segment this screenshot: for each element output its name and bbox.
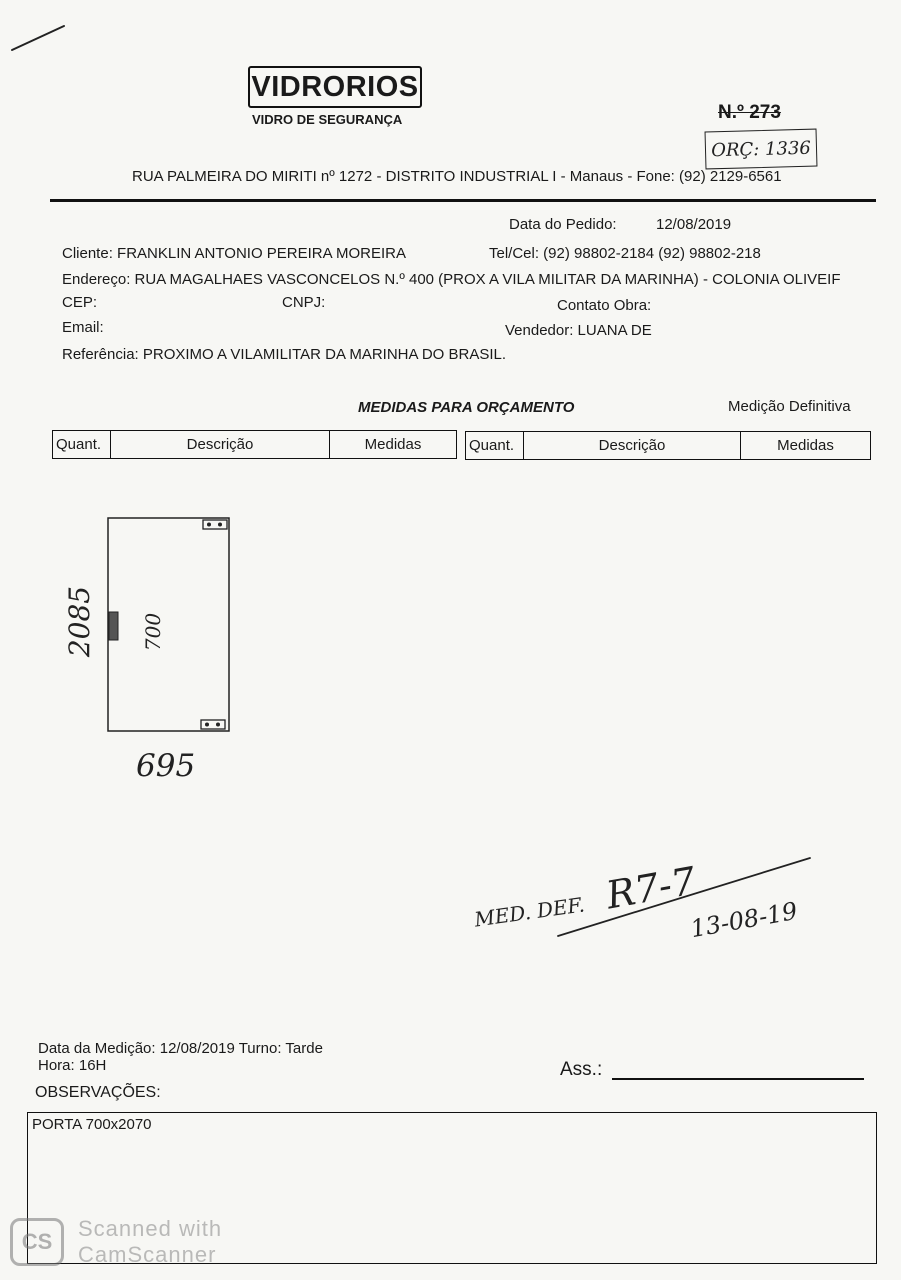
- watermark-line2: CamScanner: [78, 1242, 217, 1267]
- observations-text: PORTA 700x2070: [32, 1116, 152, 1133]
- signature-note: MED. DEF.: [472, 892, 587, 932]
- pen-stroke: [8, 20, 68, 56]
- header-divider: [50, 199, 876, 202]
- col-medidas: Medidas: [364, 436, 422, 453]
- cep-label: CEP:: [62, 294, 98, 311]
- cnpj-label: CNPJ:: [282, 294, 326, 311]
- signature-initials: R7-7: [602, 858, 699, 918]
- order-date-label: Data do Pedido:: [509, 216, 617, 233]
- email-label: Email:: [62, 319, 104, 336]
- definitive-measure-label: Medição Definitiva: [728, 398, 851, 415]
- sketch-inner-value: 700: [141, 612, 166, 652]
- logo-subtitle: VIDRO DE SEGURANÇA: [252, 112, 403, 127]
- col-descricao: Descrição: [111, 431, 330, 458]
- col-quant: Quant.: [53, 431, 111, 458]
- sketch-height-value: 2085: [63, 585, 97, 658]
- measures-table-left: [52, 430, 457, 459]
- measurement-hour: Hora: 16H: [38, 1057, 107, 1074]
- col-quant: Quant.: [466, 432, 524, 459]
- col-medidas: Medidas: [777, 437, 834, 454]
- logo-text: VIDRORIOS: [251, 70, 419, 103]
- signature-line: [612, 1078, 864, 1080]
- signature-date: 13-08-19: [688, 896, 800, 944]
- reference: Referência: PROXIMO A VILAMILITAR DA MARINHA DO BRASIL.: [62, 346, 507, 363]
- contact-label: Contato Obra:: [557, 297, 652, 314]
- camscanner-icon: CS: [10, 1218, 64, 1266]
- client-name: Cliente: FRANKLIN ANTONIO PEREIRA MOREIRA: [62, 245, 406, 262]
- document-number: N.º 273: [718, 102, 781, 123]
- sketch-width-value: 695: [136, 748, 196, 784]
- measures-table-right: [465, 431, 871, 460]
- camscanner-watermark: [10, 1216, 222, 1268]
- seller: Vendedor: LUANA DE: [505, 322, 652, 339]
- company-logo: [248, 66, 422, 108]
- order-date-value: 12/08/2019: [656, 216, 732, 233]
- client-phone: Tel/Cel: (92) 98802-2184 (92) 98802-218: [489, 245, 761, 262]
- ass-label: Ass.:: [560, 1059, 603, 1080]
- col-descricao: Descrição: [524, 432, 741, 459]
- client-address: Endereço: RUA MAGALHAES VASCONCELOS N.º 400 (PROX A VILA MILITAR DA MARINHA) - COLONIA OLIVEIF: [62, 271, 841, 288]
- company-address: RUA PALMEIRA DO MIRITI nº 1272 - DISTRITO INDUSTRIAL I - Manaus - Fone: (92) 2129-6561: [132, 168, 782, 185]
- orc-handwritten-note: ORÇ: 1336: [705, 129, 818, 170]
- watermark-line1: Scanned with: [78, 1216, 223, 1241]
- measures-title: MEDIDAS PARA ORÇAMENTO: [358, 399, 575, 416]
- measurement-date: Data da Medição: 12/08/2019 Turno: Tarde: [38, 1040, 323, 1057]
- observations-label: OBSERVAÇÕES:: [35, 1084, 161, 1101]
